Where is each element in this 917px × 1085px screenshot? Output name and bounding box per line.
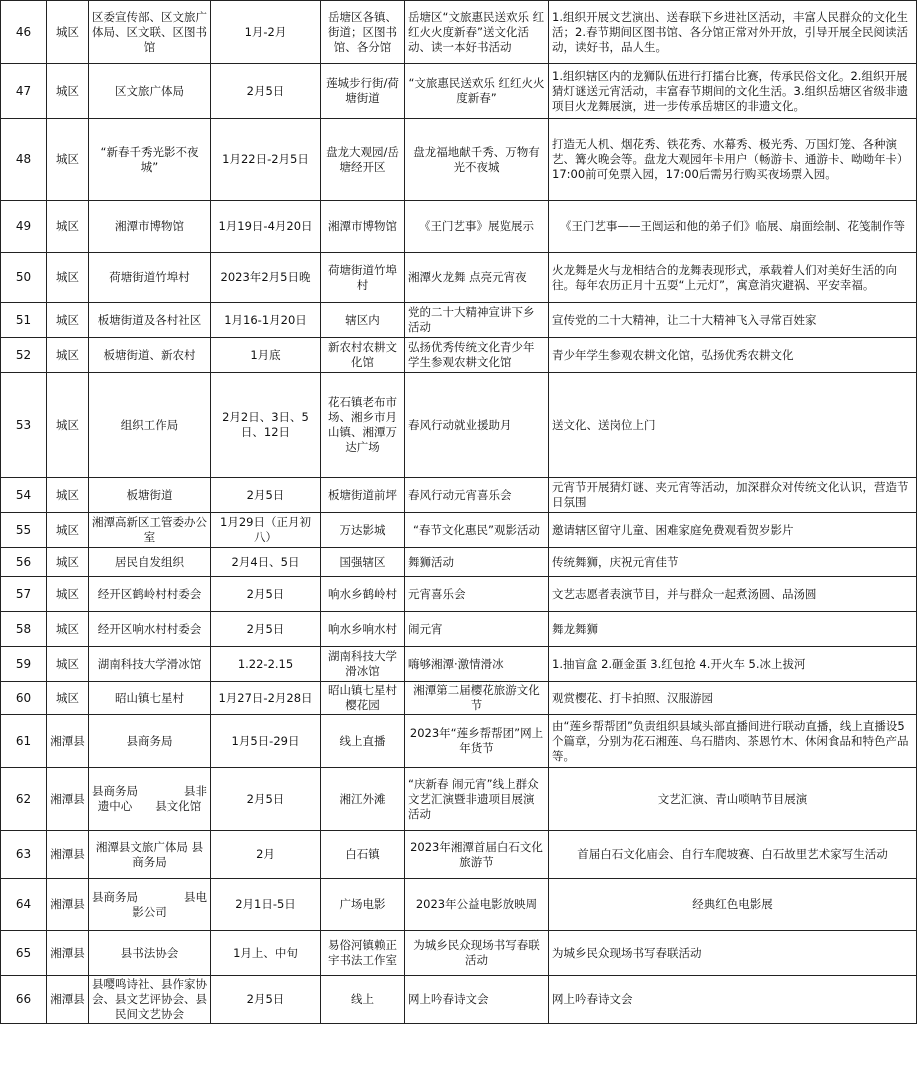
row-number[interactable]: 66 (1, 976, 47, 1024)
time-cell[interactable]: 1月上、中旬 (211, 931, 321, 976)
time-cell[interactable]: 2月5日 (211, 478, 321, 513)
content-cell[interactable]: 《王门艺事——王闿运和他的弟子们》临展、扇面绘制、花笺制作等 (549, 201, 917, 253)
area-cell[interactable]: 城区 (47, 119, 89, 201)
place-cell[interactable]: 盘龙大观园/岳塘经开区 (321, 119, 405, 201)
time-cell[interactable]: 2月4日、5日 (211, 548, 321, 577)
table-row (1, 715, 917, 768)
time-cell[interactable]: 2月 (211, 831, 321, 879)
organizer-cell[interactable]: 经开区响水村村委会 (89, 612, 211, 647)
place-cell[interactable]: 岳塘区各镇、街道；区图书馆、各分馆 (321, 1, 405, 64)
place-cell[interactable]: 响水乡鹤岭村 (321, 577, 405, 612)
area-cell[interactable]: 城区 (47, 548, 89, 577)
time-cell[interactable]: 1月16-1月20日 (211, 303, 321, 338)
table-row (1, 647, 917, 682)
time-cell[interactable]: 2月5日 (211, 612, 321, 647)
time-cell[interactable]: 1月22日-2月5日 (211, 119, 321, 201)
content-cell[interactable]: 观赏樱花、打卡拍照、汉服游园 (549, 682, 917, 715)
activity-cell[interactable]: 湘潭火龙舞 点亮元宵夜 (405, 253, 549, 303)
time-cell[interactable]: 1月5日-29日 (211, 715, 321, 768)
table-row (1, 577, 917, 612)
time-cell[interactable]: 1月19日-4月20日 (211, 201, 321, 253)
table-row (1, 1, 917, 64)
organizer-cell[interactable]: 荷塘街道竹埠村 (89, 253, 211, 303)
area-cell[interactable]: 城区 (47, 373, 89, 478)
content-cell[interactable]: 1.组织辖区内的龙狮队伍进行打擂台比赛，传承民俗文化。2.组织开展猜灯谜送元宵活动，丰富春节期间的文化生活。3.组织岳塘区省级非遗项目火龙舞展演，进一步传承岳塘区的非遗文化。 (549, 64, 917, 119)
table-row (1, 513, 917, 548)
content-cell[interactable]: 1.抽盲盒 2.砸金蛋 3.红包抢 4.开火车 5.冰上拔河 (549, 647, 917, 682)
area-cell[interactable]: 城区 (47, 513, 89, 548)
time-cell[interactable]: 1月-2月 (211, 1, 321, 64)
activity-cell[interactable]: 网上吟春诗文会 (405, 976, 549, 1024)
table-row (1, 253, 917, 303)
row-number[interactable]: 52 (1, 338, 47, 373)
place-cell[interactable]: 线上直播 (321, 715, 405, 768)
content-cell[interactable]: 为城乡民众现场书写春联活动 (549, 931, 917, 976)
content-cell[interactable]: 打造无人机、烟花秀、铁花秀、水幕秀、极光秀、万国灯笼、各种演艺、篝火晚会等。盘龙大观园年卡用户（畅游卡、通游卡、呦呦年卡）17:00前可免票入园，17:00后需另行购买夜场票入园。 (549, 119, 917, 201)
row-number[interactable]: 56 (1, 548, 47, 577)
place-cell[interactable]: 国强辖区 (321, 548, 405, 577)
table-row (1, 612, 917, 647)
row-number[interactable]: 53 (1, 373, 47, 478)
table-row (1, 64, 917, 119)
area-cell[interactable]: 城区 (47, 612, 89, 647)
row-number[interactable]: 49 (1, 201, 47, 253)
activity-cell[interactable]: “庆新春 闹元宵”线上群众文艺汇演暨非遗项目展演活动 (405, 768, 549, 831)
organizer-cell[interactable]: 区文旅广体局 (89, 64, 211, 119)
content-cell[interactable]: 网上吟春诗文会 (549, 976, 917, 1024)
organizer-cell[interactable]: 板塘街道 (89, 478, 211, 513)
organizer-cell[interactable]: 组织工作局 (89, 373, 211, 478)
organizer-cell[interactable]: 昭山镇七星村 (89, 682, 211, 715)
activity-cell[interactable]: 春风行动元宵喜乐会 (405, 478, 549, 513)
row-number[interactable]: 63 (1, 831, 47, 879)
area-cell[interactable]: 城区 (47, 303, 89, 338)
content-cell[interactable]: 首届白石文化庙会、自行车爬坡赛、白石故里艺术家写生活动 (549, 831, 917, 879)
area-cell[interactable]: 湘潭县 (47, 879, 89, 931)
table-row (1, 373, 917, 478)
table-row (1, 931, 917, 976)
row-number[interactable]: 65 (1, 931, 47, 976)
activity-cell[interactable]: “春节文化惠民”观影活动 (405, 513, 549, 548)
table-row (1, 338, 917, 373)
content-cell[interactable]: 元宵节开展猜灯谜、夹元宵等活动，加深群众对传统文化认识，营造节日氛围 (549, 478, 917, 513)
place-cell[interactable]: 湖南科技大学滑冰馆 (321, 647, 405, 682)
table-row (1, 879, 917, 931)
organizer-cell[interactable]: 湘潭市博物馆 (89, 201, 211, 253)
content-cell[interactable]: 送文化、送岗位上门 (549, 373, 917, 478)
content-cell[interactable]: 邀请辖区留守儿童、困难家庭免费观看贺岁影片 (549, 513, 917, 548)
area-cell[interactable]: 城区 (47, 253, 89, 303)
row-number[interactable]: 48 (1, 119, 47, 201)
row-number[interactable]: 51 (1, 303, 47, 338)
time-cell[interactable]: 1月27日-2月28日 (211, 682, 321, 715)
organizer-cell[interactable]: 县嘤鸣诗社、县作家协会、县文艺评协会、县民间文艺协会 (89, 976, 211, 1024)
activity-cell[interactable]: 为城乡民众现场书写春联活动 (405, 931, 549, 976)
row-number[interactable]: 46 (1, 1, 47, 64)
place-cell[interactable]: 湘潭市博物馆 (321, 201, 405, 253)
time-cell[interactable]: 2月5日 (211, 976, 321, 1024)
area-cell[interactable]: 湘潭县 (47, 931, 89, 976)
organizer-cell[interactable]: 板塘街道及各村社区 (89, 303, 211, 338)
place-cell[interactable]: 荷塘街道竹埠村 (321, 253, 405, 303)
place-cell[interactable]: 板塘街道前坪 (321, 478, 405, 513)
table-row (1, 303, 917, 338)
place-cell[interactable]: 新农村农耕文化馆 (321, 338, 405, 373)
table-row (1, 976, 917, 1024)
place-cell[interactable]: 昭山镇七星村樱花园 (321, 682, 405, 715)
place-cell[interactable]: 线上 (321, 976, 405, 1024)
table-row (1, 201, 917, 253)
table-row (1, 768, 917, 831)
area-cell[interactable]: 城区 (47, 338, 89, 373)
activity-cell[interactable]: 2023年“莲乡帮帮团”网上年货节 (405, 715, 549, 768)
place-cell[interactable]: 响水乡响水村 (321, 612, 405, 647)
place-cell[interactable]: 易俗河镇赖正宇书法工作室 (321, 931, 405, 976)
time-cell[interactable]: 2月5日 (211, 64, 321, 119)
organizer-cell[interactable]: 板塘街道、新农村 (89, 338, 211, 373)
organizer-cell[interactable]: 县书法协会 (89, 931, 211, 976)
activity-cell[interactable]: “文旅惠民送欢乐 红红火火度新春” (405, 64, 549, 119)
area-cell[interactable]: 城区 (47, 647, 89, 682)
row-number[interactable]: 61 (1, 715, 47, 768)
organizer-cell[interactable]: 县商务局 (89, 715, 211, 768)
activity-cell[interactable]: 春风行动就业援助月 (405, 373, 549, 478)
activity-cell[interactable]: 舞狮活动 (405, 548, 549, 577)
content-cell[interactable]: 传统舞狮，庆祝元宵佳节 (549, 548, 917, 577)
area-cell[interactable]: 湘潭县 (47, 976, 89, 1024)
row-number[interactable]: 60 (1, 682, 47, 715)
activity-cell[interactable]: 嗨够湘潭·激情滑冰 (405, 647, 549, 682)
row-number[interactable]: 47 (1, 64, 47, 119)
activity-cell[interactable]: 元宵喜乐会 (405, 577, 549, 612)
organizer-cell[interactable]: 湘潭县文旅广体局 县商务局 (89, 831, 211, 879)
activity-cell[interactable]: 弘扬优秀传统文化青少年学生参观农耕文化馆 (405, 338, 549, 373)
area-cell[interactable]: 城区 (47, 1, 89, 64)
activity-cell[interactable]: 2023年湘潭首届白石文化旅游节 (405, 831, 549, 879)
activity-cell[interactable]: 岳塘区“文旅惠民送欢乐 红红火火度新春”送文化活动、读一本好书活动 (405, 1, 549, 64)
organizer-cell[interactable]: 经开区鹤岭村村委会 (89, 577, 211, 612)
row-number[interactable]: 50 (1, 253, 47, 303)
content-cell[interactable]: 文艺志愿者表演节目，并与群众一起煮汤圆、品汤圆 (549, 577, 917, 612)
row-number[interactable]: 58 (1, 612, 47, 647)
activity-cell[interactable]: 闹元宵 (405, 612, 549, 647)
organizer-cell[interactable]: 区委宣传部、区文旅广体局、区文联、区图书馆 (89, 1, 211, 64)
row-number[interactable]: 64 (1, 879, 47, 931)
time-cell[interactable]: 1.22-2.15 (211, 647, 321, 682)
area-cell[interactable]: 城区 (47, 478, 89, 513)
table-row (1, 682, 917, 715)
table-row (1, 119, 917, 201)
time-cell[interactable]: 2月2日、3日、5日、12日 (211, 373, 321, 478)
table-row (1, 478, 917, 513)
organizer-cell[interactable]: 居民自发组织 (89, 548, 211, 577)
organizer-cell[interactable]: 县商务局 县非遗中心 县文化馆 (89, 768, 211, 831)
time-cell[interactable]: 2月5日 (211, 768, 321, 831)
area-cell[interactable]: 湘潭县 (47, 831, 89, 879)
organizer-cell[interactable]: 湖南科技大学滑冰馆 (89, 647, 211, 682)
content-cell[interactable]: 文艺汇演、青山唢呐节目展演 (549, 768, 917, 831)
area-cell[interactable]: 城区 (47, 577, 89, 612)
activity-cell[interactable]: 《王门艺事》展览展示 (405, 201, 549, 253)
content-cell[interactable]: 宣传党的二十大精神，让二十大精神飞入寻常百姓家 (549, 303, 917, 338)
row-number[interactable]: 55 (1, 513, 47, 548)
area-cell[interactable]: 城区 (47, 64, 89, 119)
time-cell[interactable]: 2月1日-5日 (211, 879, 321, 931)
time-cell[interactable]: 1月29日（正月初八） (211, 513, 321, 548)
time-cell[interactable]: 1月底 (211, 338, 321, 373)
content-cell[interactable]: 由“莲乡帮帮团”负责组织县域头部直播间进行联动直播，线上直播设5个篇章，分别为花石湘莲、乌石腊肉、茶恩竹木、休闲食品和特色产品等。 (549, 715, 917, 768)
table-row (1, 548, 917, 577)
organizer-cell[interactable]: 湘潭高新区工管委办公室 (89, 513, 211, 548)
activity-cell[interactable]: 2023年公益电影放映周 (405, 879, 549, 931)
activity-cell[interactable]: 湘潭第二届樱花旅游文化节 (405, 682, 549, 715)
row-number[interactable]: 62 (1, 768, 47, 831)
content-cell[interactable]: 1.组织开展文艺演出、送春联下乡进社区活动，丰富人民群众的文化生活；2.春节期间区图书馆、各分馆正常对外开放，引导开展全民阅读活动，读好书，品人生。 (549, 1, 917, 64)
organizer-cell[interactable]: 县商务局 县电影公司 (89, 879, 211, 931)
place-cell[interactable]: 辖区内 (321, 303, 405, 338)
area-cell[interactable]: 湘潭县 (47, 715, 89, 768)
place-cell[interactable]: 万达影城 (321, 513, 405, 548)
content-cell[interactable]: 经典红色电影展 (549, 879, 917, 931)
row-number[interactable]: 57 (1, 577, 47, 612)
content-cell[interactable]: 舞龙舞狮 (549, 612, 917, 647)
time-cell[interactable]: 2023年2月5日晚 (211, 253, 321, 303)
place-cell[interactable]: 白石镇 (321, 831, 405, 879)
place-cell[interactable]: 广场电影 (321, 879, 405, 931)
organizer-cell[interactable]: “新春千秀光影不夜城” (89, 119, 211, 201)
content-cell[interactable]: 青少年学生参观农耕文化馆，弘扬优秀农耕文化 (549, 338, 917, 373)
place-cell[interactable]: 湘江外滩 (321, 768, 405, 831)
row-number[interactable]: 54 (1, 478, 47, 513)
time-cell[interactable]: 2月5日 (211, 577, 321, 612)
area-cell[interactable]: 城区 (47, 682, 89, 715)
row-number[interactable]: 59 (1, 647, 47, 682)
place-cell[interactable]: 莲城步行街/荷塘街道 (321, 64, 405, 119)
content-cell[interactable]: 火龙舞是火与龙相结合的龙舞表现形式，承载着人们对美好生活的向往。每年农历正月十五耍“上元灯”，寓意消灾避祸、平安幸福。 (549, 253, 917, 303)
area-cell[interactable]: 湘潭县 (47, 768, 89, 831)
area-cell[interactable]: 城区 (47, 201, 89, 253)
table-row (1, 831, 917, 879)
activity-cell[interactable]: 盘龙福地献千秀、万物有光不夜城 (405, 119, 549, 201)
activity-cell[interactable]: 党的二十大精神宣讲下乡活动 (405, 303, 549, 338)
place-cell[interactable]: 花石镇老布市场、湘乡市月山镇、湘潭万达广场 (321, 373, 405, 478)
